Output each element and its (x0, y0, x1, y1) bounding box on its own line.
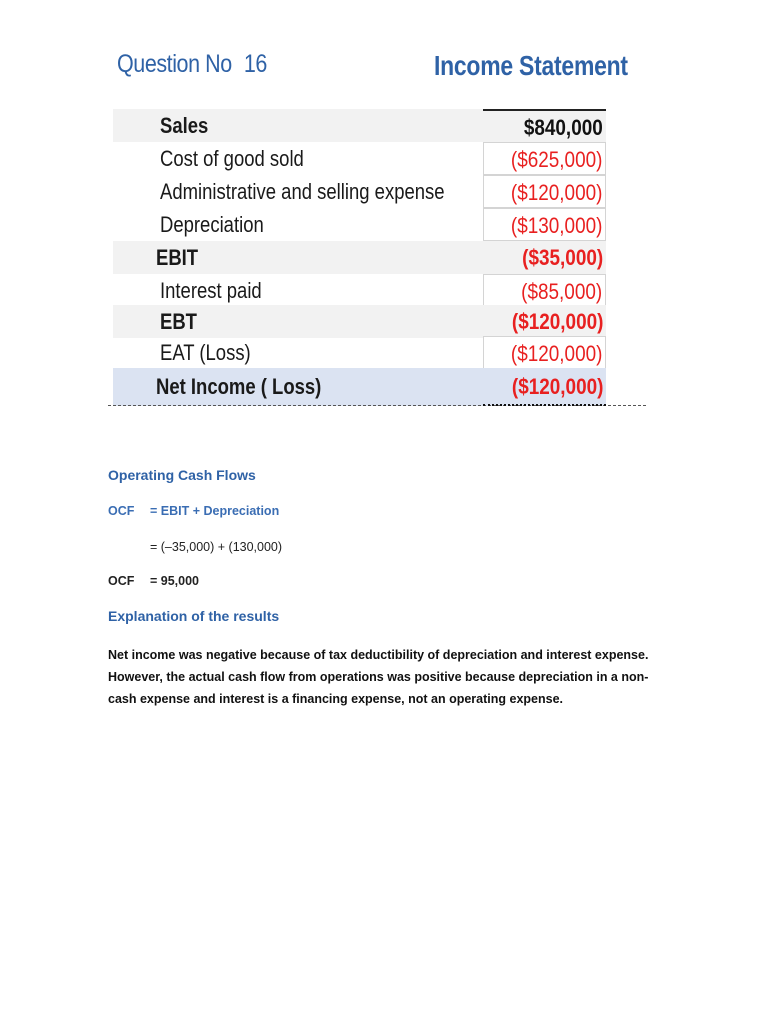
explanation-line: However, the actual cash flow from operations was positive because depreciation in a non- (108, 670, 649, 684)
question-title (117, 50, 267, 79)
ocf-label: OCF (108, 504, 135, 518)
question-number: 16 (243, 50, 267, 78)
total-underline (483, 404, 606, 406)
row-value: ($120,000) (511, 374, 603, 399)
table-row-net-income (113, 368, 606, 406)
row-value: $840,000 (483, 109, 606, 142)
table-row-eat (113, 336, 606, 369)
row-value: ($120,000) (483, 336, 606, 369)
row-value: ($85,000) (483, 274, 606, 307)
row-label: Net Income ( Loss) (156, 374, 322, 399)
table-row-ebit (113, 241, 606, 274)
question-label: Question No (117, 50, 232, 78)
ocf-heading: Operating Cash Flows (108, 467, 256, 483)
ocf-result: = 95,000 (150, 574, 200, 588)
row-label: Administrative and selling expense (160, 179, 445, 204)
row-label: Cost of good sold (160, 146, 304, 171)
table-row-depreciation (113, 208, 606, 241)
row-label: EAT (Loss) (160, 340, 251, 365)
explanation-heading: Explanation of the results (108, 608, 280, 624)
row-value: ($625,000) (483, 142, 606, 175)
row-label: EBIT (156, 245, 199, 270)
table-row-cogs (113, 142, 606, 175)
row-value: ($130,000) (483, 208, 606, 241)
explanation-paragraph (108, 644, 678, 710)
ocf-formula: = EBIT + Depreciation (150, 504, 280, 518)
table-row-sales (113, 109, 606, 142)
row-label: Depreciation (160, 212, 264, 237)
row-label: Sales (160, 113, 209, 138)
table-row-ebt (113, 305, 606, 338)
row-value: ($35,000) (521, 245, 603, 270)
table-row-interest (113, 274, 606, 307)
ocf-substitution: = (–35,000) + (130,000) (150, 540, 283, 554)
table-row-admin-selling (113, 175, 606, 208)
row-value: ($120,000) (483, 175, 606, 208)
explanation-line: cash expense and interest is a financing expense, not an operating expense. (108, 692, 564, 706)
row-label: Interest paid (160, 278, 262, 303)
row-value: ($120,000) (511, 309, 603, 334)
explanation-line: Net income was negative because of tax deductibility of depreciation and interest expense. (108, 648, 649, 662)
statement-title: Income Statement (434, 50, 628, 81)
ocf-result-label: OCF (108, 574, 135, 588)
row-label: EBT (160, 309, 197, 334)
